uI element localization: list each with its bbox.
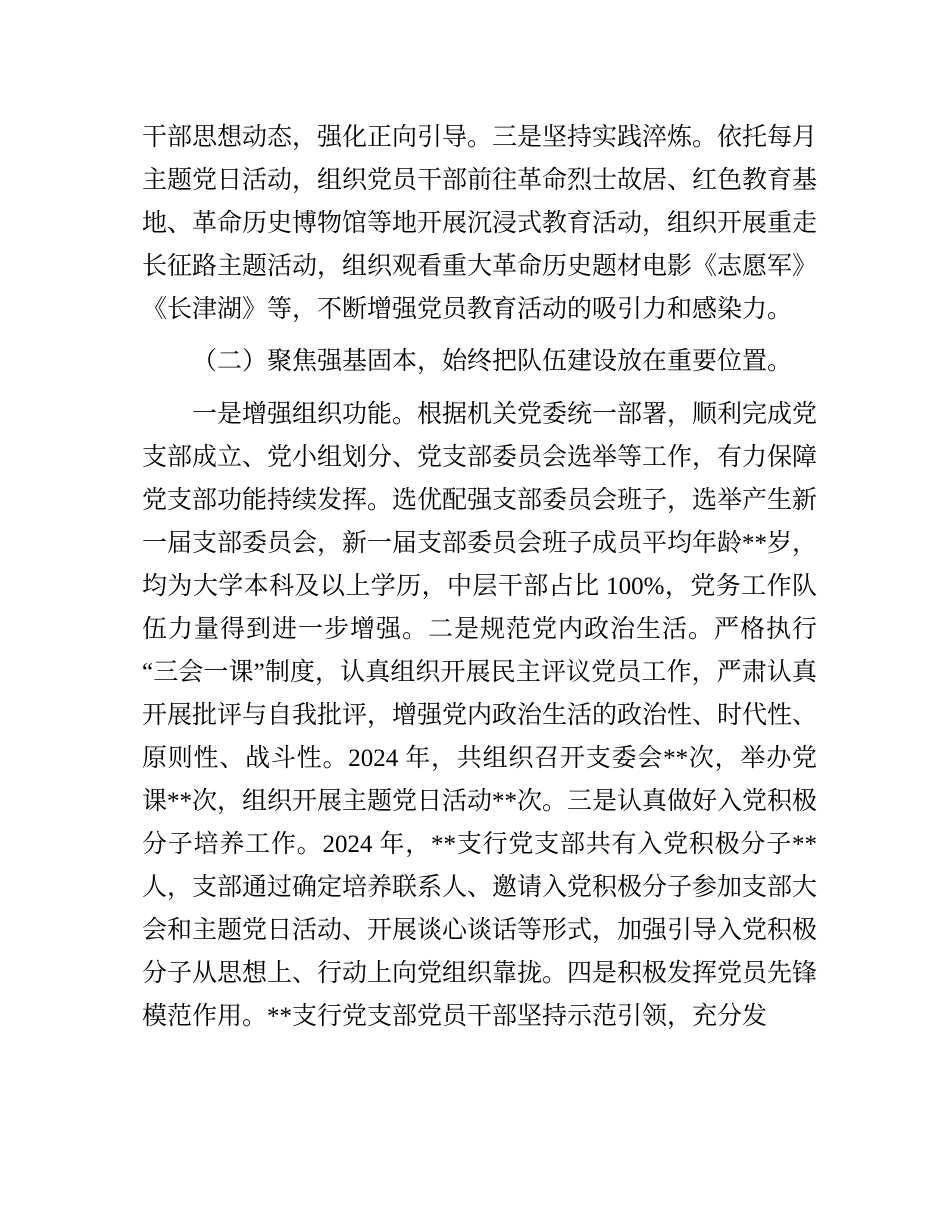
paragraph-continuation: 干部思想动态，强化正向引导。三是坚持实践淬炼。依托每月主题党日活动，组织党员干部前往革命烈士故居、红色教育基地、革命历史博物馆等地开展沉浸式教育活动，组织开展重走长征路主题活动，组织观看重大革命历史题材电影《志愿军》《长津湖》等，不断增强党员教育活动的吸引力和感染力。 [142,124,818,323]
paragraph-body: 一是增强组织功能。根据机关党委统一部署，顺利完成党支部成立、党小组划分、党支部委员会选举等工作，有力保障党支部功能持续发挥。选优配强支部委员会班子，选举产生新一届支部委员会，新一届支部委员会班子成员平均年龄**岁，均为大学本科及以上学历，中层干部占比 100%，党务工作队伍力量得到进一步增强。二是规范党内政治生活。严格执行“三会一课”制度，认真组织开展民主评议党员工作，严肃认真开展批评与自我批评，增强党内政治生活的政治性、时代性、原则性、战斗性。2024 年，共组织召开支委会**次，举办党课**次，组织开展主题党日活动**次。三是认真做好入党积极分子培养工作。2024 年，**支行党支部共有入党积极分子**人，支部通过确定培养联系人、邀请入党积极分子参加支部大会和主题党日活动、开展谈心谈话等形式，加强引导入党积极分子从思想上、行动上向党组织靠拢。四是积极发挥党员先锋模范作用。**支行党支部党员干部坚持示范引领，充分发 [142,401,818,1030]
section-heading: （二）聚焦强基固本，始终把队伍建设放在重要位置。 [192,348,793,375]
